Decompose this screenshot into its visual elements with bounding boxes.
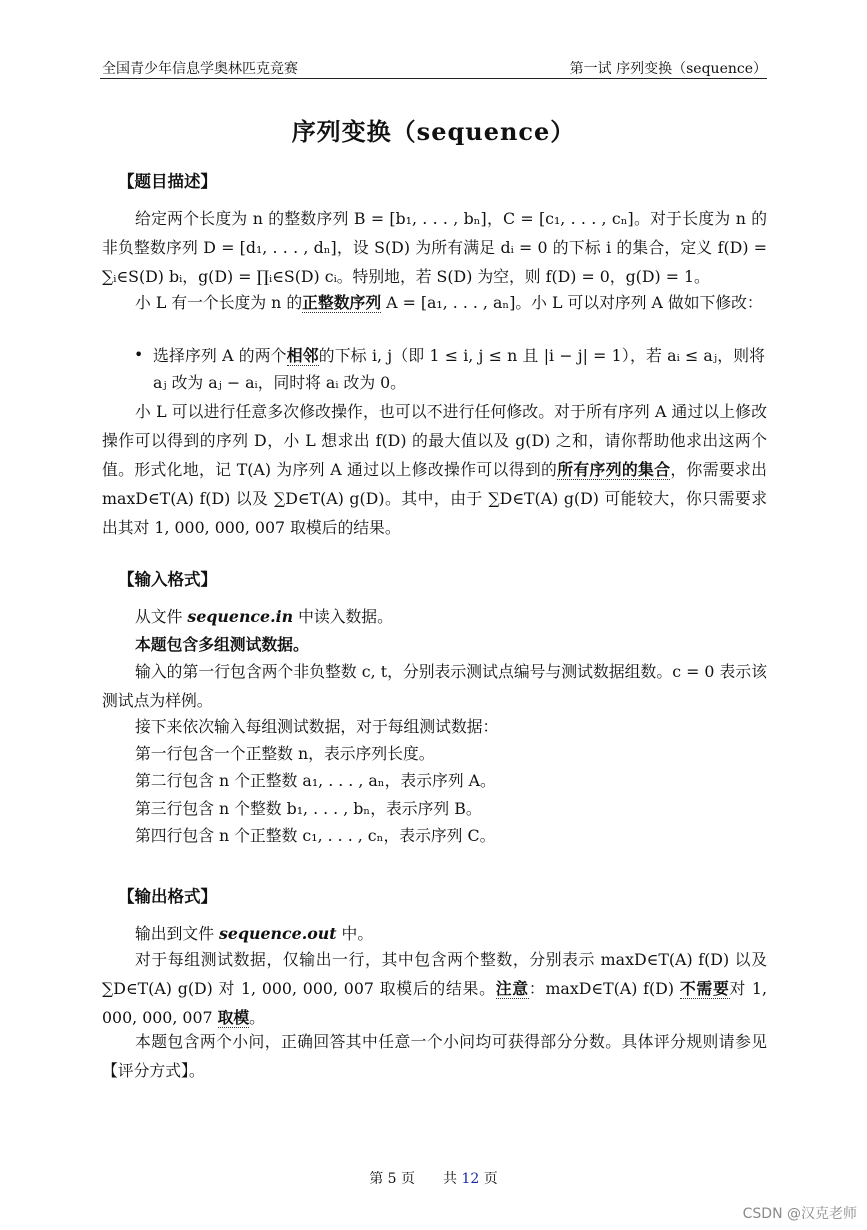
input-filename: sequence.in xyxy=(187,607,294,626)
input-line-5: 第一行包含一个正整数 n，表示序列长度。 xyxy=(135,744,435,763)
output-paragraph-2 xyxy=(102,945,767,1032)
section-input-heading: 【输入格式】 xyxy=(118,570,217,589)
emphasis-note: 注意 xyxy=(495,979,529,998)
watermark: CSDN @汉克老师 xyxy=(742,1206,857,1222)
output-p2-d: 。 xyxy=(249,1008,265,1027)
emphasis-adjacent: 相邻 xyxy=(286,346,319,365)
output-p2-c: 对 1, 000, 000, 007 xyxy=(102,979,767,1027)
input-line-8: 第四行包含 n 个正整数 c₁, . . . , cₙ，表示序列 C。 xyxy=(135,826,496,845)
desc-p3-text-b: ，你需要求出 maxD∈T(A) f(D) 以及 ∑D∈T(A) g(D)。其中，由于 ∑D∈T(A) g(D) 可能较大，你只需要求出其对 1, 000, 000, 007 取模后的结果。 xyxy=(102,460,767,537)
output-p2-b: ：maxD∈T(A) f(D) xyxy=(528,979,680,998)
header-right: 第一试 序列变换（sequence） xyxy=(569,61,767,77)
emphasis-positive-sequence: 正整数序列 xyxy=(302,293,382,312)
output-paragraph-3: 本题包含两个小问，正确回答其中任意一个小问均可获得部分分数。具体评分规则请参见【评分方式】。 xyxy=(102,1032,767,1080)
input-l1-a: 从文件 xyxy=(135,607,188,626)
header-left: 全国青少年信息学奥林匹克竞赛 xyxy=(102,61,298,77)
input-line-1 xyxy=(135,603,393,630)
desc-p2-text-b: A = [a₁, . . . , aₙ]。小 L 可以对序列 A 做如下修改： xyxy=(381,293,763,312)
input-paragraph-3: 输入的第一行包含两个非负整数 c, t，分别表示测试点编号与测试数据组数。c = 0 表示该测试点为样例。 xyxy=(102,662,767,710)
bullet-dot-icon: • xyxy=(134,345,144,364)
page-title: 序列变换（sequence） xyxy=(291,117,576,146)
output-l1-a: 输出到文件 xyxy=(135,924,220,943)
description-paragraph-1: 给定两个长度为 n 的整数序列 B = [b₁, . . . , bₙ]，C = [c₁, . . . , cₙ]。对于长度为 n 的非负整数序列 D = [d₁, . . . , dₙ]，设 S(D) 为所有满足 dᵢ = 0 的下标 i 的集合，定义 f(D) = ∑ᵢ∈S(D) bᵢ，g(D) = ∏ᵢ∈S(D) cᵢ。特别地，若 S(D) 为空，则 f(D) = 0，g(D) = 1。 xyxy=(102,209,767,286)
output-line-1 xyxy=(135,920,373,947)
emphasis-no-need: 不需要 xyxy=(679,979,730,998)
input-line-6: 第二行包含 n 个正整数 a₁, . . . , aₙ，表示序列 A。 xyxy=(135,771,496,790)
output-p2-a: 对于每组测试数据，仅输出一行，其中包含两个整数，分别表示 maxD∈T(A) f(D) 以及 ∑D∈T(A) g(D) 对 1, 000, 000, 007 取模后的结果。 xyxy=(102,950,767,998)
section-description-heading: 【题目描述】 xyxy=(118,172,217,191)
input-line-7: 第三行包含 n 个整数 b₁, . . . , bₙ，表示序列 B。 xyxy=(135,799,482,818)
total-pages-link[interactable]: 12 xyxy=(461,1171,480,1187)
description-paragraph-3 xyxy=(102,397,767,542)
section-output-heading: 【输出格式】 xyxy=(118,887,217,906)
bullet-text-b: 的下标 i, j（即 1 ≤ i, j ≤ n 且 |i − j| = 1），若 aᵢ ≤ aⱼ，则将 aⱼ 改为 aⱼ − aᵢ，同时将 aᵢ 改为 0。 xyxy=(153,346,765,392)
page-header xyxy=(100,56,767,79)
output-filename: sequence.out xyxy=(219,924,337,943)
total-prefix: 共 xyxy=(443,1171,458,1187)
page-number: 第 5 页 xyxy=(369,1171,416,1187)
input-line-4: 接下来依次输入每组测试数据，对于每组测试数据： xyxy=(135,717,499,736)
emphasis-modulo: 取模 xyxy=(217,1008,250,1027)
output-l1-b: 中。 xyxy=(336,924,374,943)
desc-p2-text-a: 小 L 有一个长度为 n 的 xyxy=(135,293,303,312)
bullet-text-a: 选择序列 A 的两个 xyxy=(153,346,287,365)
bullet-item xyxy=(153,342,765,396)
input-line-2: 本题包含多组测试数据。 xyxy=(135,635,309,654)
description-paragraph-2 xyxy=(102,288,767,317)
emphasis-set-of-sequences: 所有序列的集合 xyxy=(557,460,671,479)
input-l1-b: 中读入数据。 xyxy=(293,607,393,626)
total-suffix: 页 xyxy=(483,1171,498,1187)
desc-p3-text-a: 小 L 可以进行任意多次修改操作，也可以不进行任何修改。对于所有序列 A 通过以上修改操作可以得到的序列 D，小 L 想求出 f(D) 的最大值以及 g(D) 之和，请你帮助他求出这两个值。形式化地，记 T(A) 为序列 A 通过以上修改操作可以得到的 xyxy=(102,402,767,479)
page-footer xyxy=(0,1168,867,1188)
